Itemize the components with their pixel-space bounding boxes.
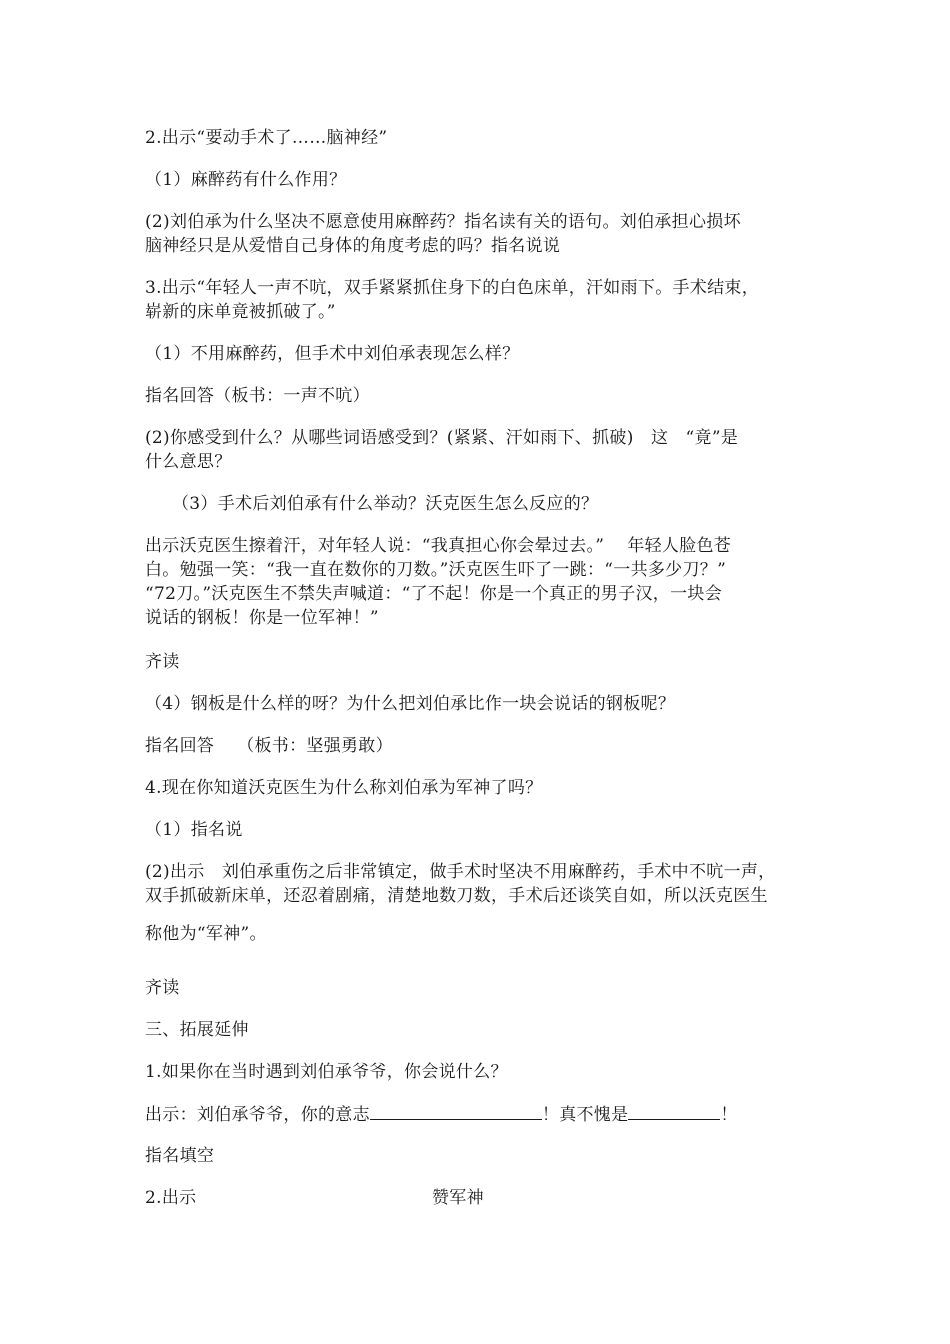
text-line: 什么意思？ bbox=[145, 452, 232, 472]
text-line: (2)你感受到什么？从哪些词语感受到？(紧紧、汗如雨下、抓破) 这 “竟”是 bbox=[145, 428, 739, 448]
section-heading: 三、拓展延伸 bbox=[145, 1020, 249, 1040]
text-line: “72刀。”沃克医生不禁失声喊道：“了不起！你是一个真正的男子汉，一块会 bbox=[145, 584, 723, 604]
fill-in-suffix: ！ bbox=[720, 1105, 738, 1125]
text-line: 3.出示“年轻人一声不吭，双手紧紧抓住身下的白色床单，汗如雨下。手术结束， bbox=[145, 278, 760, 298]
text-line: 4.现在你知道沃克医生为什么称刘伯承为军神了吗？ bbox=[145, 778, 543, 798]
text-line: 崭新的床单竟被抓破了。” bbox=[145, 302, 336, 322]
text-line: 指名回答 （板书：坚强勇敢） bbox=[145, 736, 393, 756]
text-line: （1）指名说 bbox=[145, 820, 243, 840]
text-line: 出示沃克医生擦着汗，对年轻人说：“我真担心你会晕过去。” 年轻人脸色苍 bbox=[145, 536, 732, 556]
blank-1 bbox=[370, 1102, 542, 1120]
text-line: （1）不用麻醉药，但手术中刘伯承表现怎么样？ bbox=[145, 344, 520, 364]
text-line: 2.出示“要动手术了……脑神经” bbox=[145, 128, 388, 148]
text-line: （3）手术后刘伯承有什么举动？沃克医生怎么反应的？ bbox=[172, 494, 599, 514]
text-line: 齐读 bbox=[145, 652, 180, 672]
fill-in-line bbox=[145, 1102, 815, 1127]
text-line: 白。勉强一笑：“我一直在数你的刀数。”沃克医生吓了一跳：“一共多少刀？” bbox=[145, 560, 727, 580]
text-line: 齐读 bbox=[145, 978, 180, 998]
text-line: (2)刘伯承为什么坚决不愿意使用麻醉药？指名读有关的语句。刘伯承担心损坏 bbox=[145, 212, 741, 232]
fill-in-middle: ！真不愧是 bbox=[541, 1105, 629, 1125]
text-line: 2.出示 bbox=[145, 1188, 197, 1208]
text-line: (2)出示 刘伯承重伤之后非常镇定，做手术时坚决不用麻醉药，手术中不吭一声， bbox=[145, 862, 776, 882]
text-line: 1.如果你在当时遇到刘伯承爷爷，你会说什么？ bbox=[145, 1062, 508, 1082]
poem-title: 赞军神 bbox=[432, 1188, 484, 1208]
text-line: 称他为“军神”。 bbox=[145, 924, 267, 944]
text-line: 脑神经只是从爱惜自己身体的角度考虑的吗？指名说说 bbox=[145, 236, 561, 256]
text-line: （1）麻醉药有什么作用？ bbox=[145, 170, 347, 190]
text-line: 双手抓破新床单，还忍着剧痛，清楚地数刀数，手术后还谈笑自如，所以沃克医生 bbox=[145, 886, 768, 906]
text-line: 指名回答（板书：一声不吭） bbox=[145, 386, 370, 406]
text-line: 说话的钢板！你是一位军神！” bbox=[145, 608, 379, 628]
text-line: 指名填空 bbox=[145, 1146, 215, 1166]
blank-2 bbox=[628, 1102, 720, 1120]
text-line: （4）钢板是什么样的呀？为什么把刘伯承比作一块会说话的钢板呢？ bbox=[145, 694, 676, 714]
fill-in-prefix: 出示：刘伯承爷爷，你的意志 bbox=[145, 1105, 370, 1125]
